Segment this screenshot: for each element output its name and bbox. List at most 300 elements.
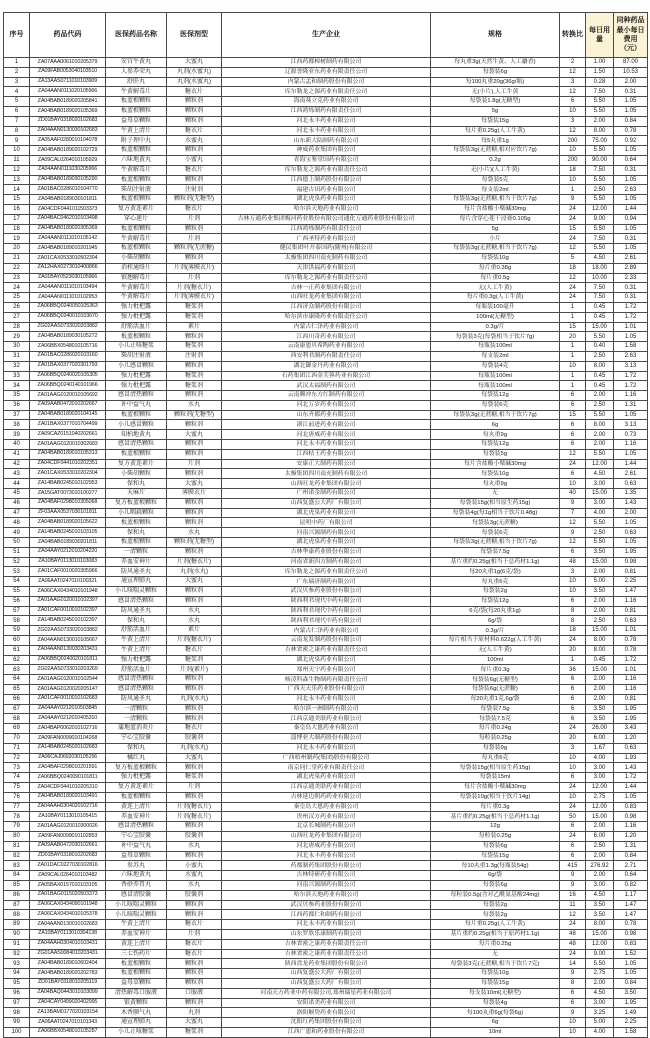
cell-min-daily-cost: 1.93	[614, 753, 648, 763]
cell-specification: 每支装10ml(无糖型)	[431, 988, 560, 998]
cell-drug-name: 牛黄上清片	[106, 920, 167, 930]
cell-specification: 无	[431, 949, 560, 959]
cell-dosage-form: 糖衣片	[167, 204, 222, 214]
cell-min-daily-cost: 1.43	[614, 763, 648, 773]
cell-dosage-form: 胶囊剂	[167, 890, 222, 900]
cell-daily-dose: 1.00	[586, 58, 614, 68]
cell-dosage-form: 糖衣片	[167, 920, 222, 930]
cell-min-daily-cost: 0.78	[614, 636, 648, 646]
column-header-daily-dose: 每日用量	[586, 13, 614, 58]
table-row	[4, 655, 648, 665]
cell-drug-code: ZG02AAS0733010203269	[30, 665, 106, 675]
cell-drug-name: 牛黄解毒片	[106, 293, 167, 303]
cell-conversion-ratio: 1	[560, 185, 586, 195]
cell-index: 75	[4, 782, 30, 792]
cell-drug-name: 板蓝根颗粒	[106, 106, 167, 116]
cell-manufacturer: 江西川奇药业有限公司	[222, 332, 431, 342]
cell-drug-name: 牛黄解毒片	[106, 283, 167, 293]
cell-daily-dose: 0.45	[586, 302, 614, 312]
cell-drug-name: 牛黄解毒片	[106, 234, 167, 244]
cell-index: 62	[4, 655, 30, 665]
cell-specification: 每袋装4g	[431, 998, 560, 1008]
cell-drug-code: ZA06BBX0548010105716	[30, 342, 106, 352]
cell-drug-code: ZA09AAB0472010202667	[30, 400, 106, 410]
cell-drug-code: ZD01BAY0318010202683	[30, 851, 106, 861]
cell-manufacturer: 陕西盘龙药业集团股份有限公司	[222, 959, 431, 969]
cell-drug-name: 小儿感冒颗粒	[106, 361, 167, 371]
table-row	[4, 920, 648, 930]
cell-specification: 每丸重6克	[431, 577, 560, 587]
cell-daily-dose: 4.50	[586, 890, 614, 900]
cell-manufacturer: 湖北虎泉药业有限公司	[222, 773, 431, 783]
cell-daily-dose: 9.00	[586, 949, 614, 959]
cell-daily-dose: 4.50	[586, 469, 614, 479]
cell-dosage-form: 小蜜丸	[167, 861, 222, 871]
cell-dosage-form: 注射剂	[167, 351, 222, 361]
cell-drug-name: 银翘解毒片	[106, 273, 167, 283]
column-header-min-daily-cost: 同种药品最小每日费用（元）	[614, 13, 648, 58]
cell-manufacturer: 湖北虎泉药业有限公司	[222, 655, 431, 665]
cell-manufacturer: 山东罗欣乐康制药有限公司	[222, 929, 431, 939]
cell-drug-code: ZA04BAB0189010105313	[30, 449, 106, 459]
cell-drug-code: ZA04BAB0189020105369	[30, 106, 106, 116]
cell-drug-code: ZA04AAN0130010102683	[30, 920, 106, 930]
cell-daily-dose: 2.00	[586, 871, 614, 881]
table-row	[4, 577, 648, 587]
cell-specification: 每支装2ml	[431, 185, 560, 195]
cell-dosage-form: 丸剂(水蜜丸)	[167, 67, 222, 77]
cell-dosage-form: 糖浆剂	[167, 773, 222, 783]
cell-drug-code: ZA04BAB0189020202783	[30, 969, 106, 979]
cell-daily-dose: 1.67	[586, 743, 614, 753]
cell-specification: 每片重0.3g(人工牛黄)	[431, 293, 560, 303]
cell-drug-name: 益母草颗粒	[106, 978, 167, 988]
cell-specification: 小片	[431, 234, 560, 244]
table-row	[4, 616, 648, 626]
cell-dosage-form: 颗粒剂(无糖型)	[167, 410, 222, 420]
cell-dosage-form: 水丸	[167, 528, 222, 538]
cell-index: 92	[4, 949, 30, 959]
cell-conversion-ratio: 5	[560, 253, 586, 263]
cell-daily-dose: 7.50	[586, 87, 614, 97]
cell-conversion-ratio: 24	[560, 234, 586, 244]
cell-index: 53	[4, 567, 30, 577]
cell-specification: 每袋装4g(每1g相当于饮片0.48g)	[431, 508, 560, 518]
cell-daily-dose: 15.00	[586, 557, 614, 567]
cell-manufacturer: 郑州天宁药业有限公司	[222, 665, 431, 675]
cell-drug-code: ZA04CDF0441010205310	[30, 782, 106, 792]
cell-drug-name: 一清颗粒	[106, 714, 167, 724]
cell-drug-code: ZA04BAB0189020104145	[30, 410, 106, 420]
cell-manufacturer: 河北永丰药业有限公司	[222, 126, 431, 136]
column-header-specification: 规格	[431, 13, 560, 58]
cell-drug-code: ZA06AAT0247010100321	[30, 577, 106, 587]
cell-daily-dose: 15.00	[586, 812, 614, 822]
cell-drug-code: ZA01BAY0523030105966	[30, 273, 106, 283]
cell-conversion-ratio: 24	[560, 920, 586, 930]
table-row	[4, 939, 648, 949]
cell-drug-code: ZA04CDF0441011503373	[30, 204, 106, 214]
cell-specification: 每袋装15ml	[431, 773, 560, 783]
cell-conversion-ratio: 1	[560, 302, 586, 312]
cell-specification: 每袋装15g(相当原生药15g)	[431, 498, 560, 508]
cell-drug-code: ZA14BAB0245010102397	[30, 616, 106, 626]
cell-specification: 10ml	[431, 1027, 560, 1037]
cell-drug-name: 黄连上清片	[106, 939, 167, 949]
table-row	[4, 77, 648, 87]
cell-min-daily-cost: 0.63	[614, 528, 648, 538]
cell-specification: 每袋装6g(无蔗糖)	[431, 685, 560, 695]
cell-drug-name: 穿心莲片	[106, 214, 167, 224]
cell-drug-code: ZA06BBX0548010105287	[30, 1027, 106, 1037]
cell-drug-code: ZA01CAX0533010202304	[30, 469, 106, 479]
cell-specification: 每袋装1.8g(无糖型)	[431, 97, 560, 107]
cell-min-daily-cost: 1.16	[614, 685, 648, 695]
cell-daily-dose: 2.00	[586, 596, 614, 606]
cell-min-daily-cost: 0.78	[614, 126, 648, 136]
cell-drug-name: 保和丸	[106, 479, 167, 489]
cell-dosage-form: 丸剂(水蜜丸)	[167, 77, 222, 87]
cell-conversion-ratio: 12	[560, 67, 586, 77]
cell-index: 35	[4, 391, 30, 401]
cell-drug-code: ZA01CAF0010020305966	[30, 567, 106, 577]
cell-drug-name: 板蓝根颗粒	[106, 959, 167, 969]
cell-drug-code: ZA01BAX0377020301793	[30, 361, 106, 371]
cell-index: 78	[4, 812, 30, 822]
cell-index: 80	[4, 831, 30, 841]
cell-daily-dose: 5.50	[586, 106, 614, 116]
cell-drug-name: 感冒清热颗粒	[106, 822, 167, 832]
cell-min-daily-cost: 0.31	[614, 165, 648, 175]
cell-drug-code: ZA06BBQ0240090101811	[30, 773, 106, 783]
cell-index: 64	[4, 675, 30, 685]
cell-drug-code: ZA04AAN0111030205966	[30, 165, 106, 175]
cell-specification: 每袋装4克	[431, 361, 560, 371]
table-row	[4, 234, 648, 244]
cell-daily-dose: 7.50	[586, 234, 614, 244]
table-row	[4, 449, 648, 459]
cell-manufacturer: 武汉太福制药有限公司	[222, 381, 431, 391]
cell-specification: 每丸重9g	[431, 479, 560, 489]
table-row	[4, 508, 648, 518]
cell-specification: 每袋装2g	[431, 587, 560, 597]
cell-dosage-form: 颗粒剂	[167, 116, 222, 126]
cell-index: 39	[4, 430, 30, 440]
cell-dosage-form: 颗粒剂	[167, 332, 222, 342]
cell-min-daily-cost: 1.05	[614, 195, 648, 205]
cell-index: 54	[4, 577, 30, 587]
cell-conversion-ratio: 10	[560, 175, 586, 185]
cell-drug-name: 银黄颗粒	[106, 998, 167, 1008]
cell-index: 93	[4, 959, 30, 969]
cell-dosage-form: 糖衣片	[167, 645, 222, 655]
cell-drug-code: ZF03AAX0537030101811	[30, 508, 106, 518]
cell-drug-code: ZA06BBQ0240140101966	[30, 381, 106, 391]
cell-manufacturer: 健民集团叶开泰国药(随州)有限公司	[222, 244, 431, 254]
table-row	[4, 724, 648, 734]
cell-manufacturer: 山东齐都药业有限公司	[222, 410, 431, 420]
cell-index: 37	[4, 410, 30, 420]
cell-index: 71	[4, 743, 30, 753]
cell-index: 2	[4, 67, 30, 77]
column-header-conversion-ratio: 转换比	[560, 13, 586, 58]
cell-conversion-ratio: 24	[560, 636, 586, 646]
table-row	[4, 253, 648, 263]
cell-drug-name: 保和丸	[106, 616, 167, 626]
table-row	[4, 165, 648, 175]
cell-min-daily-cost: 1.72	[614, 655, 648, 665]
cell-drug-name: 板蓝根颗粒	[106, 97, 167, 107]
cell-dosage-form: 颗粒剂	[167, 959, 222, 969]
cell-drug-name: 板蓝根颗粒	[106, 410, 167, 420]
cell-conversion-ratio: 12	[560, 126, 586, 136]
cell-min-daily-cost: 0.73	[614, 430, 648, 440]
table-row	[4, 547, 648, 557]
cell-dosage-form: 糖衣片	[167, 724, 222, 734]
cell-manufacturer: 山西复盛公大药厂有限公司	[222, 969, 431, 979]
cell-drug-code: ZA01BAX0377010704499	[30, 420, 106, 430]
cell-daily-dose: 5.50	[586, 959, 614, 969]
table-row	[4, 214, 648, 224]
cell-manufacturer: 云南龙发制药股份有限公司	[222, 636, 431, 646]
table-row	[4, 694, 648, 704]
cell-conversion-ratio: 6	[560, 675, 586, 685]
cell-dosage-form: 颗粒剂	[167, 469, 222, 479]
cell-index: 34	[4, 381, 30, 391]
cell-specification: 每袋装3g(无蔗糖,相当于饮片7g)	[431, 244, 560, 254]
cell-dosage-form: 片剂(薄膜衣片)	[167, 293, 222, 303]
cell-dosage-form: 颗粒剂	[167, 253, 222, 263]
cell-specification: 每20丸重1g(6克/袋)	[431, 567, 560, 577]
cell-drug-name: 复方黄连素片	[106, 782, 167, 792]
cell-conversion-ratio: 9	[560, 969, 586, 979]
cell-drug-name: 保和丸	[106, 743, 167, 753]
cell-min-daily-cost: 0.82	[614, 880, 648, 890]
cell-manufacturer: 江西药都仁和制药有限公司	[222, 910, 431, 920]
cell-index: 97	[4, 998, 30, 1008]
cell-drug-name: 通宣理肺丸	[106, 1018, 167, 1028]
cell-drug-code: ZA01BAC0286020103160	[30, 351, 106, 361]
cell-specification: 6克/袋(每20丸重1g)	[431, 606, 560, 616]
table-row	[4, 606, 648, 616]
cell-drug-code: ZA01BAC0286010104770	[30, 185, 106, 195]
cell-manufacturer: 哈尔滨天地药业有限公司	[222, 204, 431, 214]
table-row	[4, 58, 648, 68]
cell-index: 90	[4, 929, 30, 939]
cell-min-daily-cost: 1.16	[614, 675, 648, 685]
cell-specification: 基片重约0.25g(相当于总药材1.1g)	[431, 812, 560, 822]
cell-min-daily-cost: 1.20	[614, 733, 648, 743]
cell-index: 29	[4, 332, 30, 342]
cell-drug-name: 舒肝丸	[106, 77, 167, 87]
table-row	[4, 440, 648, 450]
cell-manufacturer: 山西旺龙药业集团有限公司	[222, 831, 431, 841]
cell-conversion-ratio: 24	[560, 782, 586, 792]
cell-manufacturer: 湖北御金丹药业有限公司	[222, 361, 431, 371]
cell-manufacturer: 武汉贝参药业股份有限公司	[222, 900, 431, 910]
cell-specification: 每袋装15g	[431, 978, 560, 988]
cell-dosage-form: 薄膜衣片	[167, 489, 222, 499]
cell-min-daily-cost: 0.84	[614, 978, 648, 988]
cell-min-daily-cost: 1.47	[614, 910, 648, 920]
cell-manufacturer: 云南腾冲东方红制药有限公司	[222, 391, 431, 401]
table-row	[4, 998, 648, 1008]
cell-dosage-form: 糖衣片	[167, 939, 222, 949]
cell-dosage-form: 丸剂	[167, 1008, 222, 1018]
cell-daily-dose: 8.00	[586, 636, 614, 646]
cell-index: 11	[4, 155, 30, 165]
cell-drug-name: 补中益气丸	[106, 400, 167, 410]
cell-daily-dose: 3.00	[586, 498, 614, 508]
cell-drug-code: ZA01AAG0120010105692	[30, 391, 106, 401]
cell-index: 7	[4, 116, 30, 126]
cell-manufacturer: 山东新大陆制药有限公司	[222, 136, 431, 146]
cell-index: 4	[4, 87, 30, 97]
cell-drug-name: 复方板蓝根颗粒	[106, 498, 167, 508]
table-row	[4, 636, 648, 646]
cell-specification: 每支装2ml	[431, 351, 560, 361]
cell-daily-dose: 15.00	[586, 665, 614, 675]
cell-index: 82	[4, 851, 30, 861]
cell-dosage-form: 糖衣片	[167, 165, 222, 175]
cell-drug-code: ZA12HAX0273010400866	[30, 263, 106, 273]
cell-manufacturer: 广州诺金制药有限公司	[222, 489, 431, 499]
cell-min-daily-cost: 1.16	[614, 391, 648, 401]
cell-daily-dose: 5.50	[586, 175, 614, 185]
cell-specification: 6g/袋	[431, 871, 560, 881]
table-row	[4, 978, 648, 988]
cell-dosage-form: 片剂	[167, 234, 222, 244]
table-row	[4, 704, 648, 714]
table-row	[4, 410, 648, 420]
cell-drug-code: ZA04AAN0111010102953	[30, 293, 106, 303]
cell-manufacturer: 安康正大制药有限公司	[222, 459, 431, 469]
cell-index: 98	[4, 1008, 30, 1018]
cell-specification: 每100丸重20g(36g/瓶)	[431, 77, 560, 87]
cell-conversion-ratio: 12	[560, 244, 586, 254]
cell-drug-name: 小儿咳喘灵颗粒	[106, 900, 167, 910]
cell-drug-name: 舒筋活血片	[106, 665, 167, 675]
cell-drug-code: ZA01CAX0533010502304	[30, 253, 106, 263]
cell-manufacturer: 淄博亚大制药股份有限公司	[222, 733, 431, 743]
cell-daily-dose: 9.00	[586, 214, 614, 224]
cell-min-daily-cost: 1.95	[614, 547, 648, 557]
table-row	[4, 831, 648, 841]
cell-index: 10	[4, 146, 30, 156]
cell-manufacturer: 吉林省密之康药业有限责任公司	[222, 645, 431, 655]
cell-min-daily-cost: 1.05	[614, 244, 648, 254]
cell-conversion-ratio: 6	[560, 714, 586, 724]
cell-min-daily-cost: 1.44	[614, 204, 648, 214]
cell-drug-name: 三七伤药片	[106, 949, 167, 959]
cell-daily-dose: 2.00	[586, 116, 614, 126]
cell-daily-dose: 5.50	[586, 244, 614, 254]
table-row	[4, 469, 648, 479]
cell-drug-name: 小儿止咳糖浆	[106, 1027, 167, 1037]
cell-dosage-form: 片剂	[167, 273, 222, 283]
table-row	[4, 293, 648, 303]
cell-daily-dose: 75.00	[586, 136, 614, 146]
cell-dosage-form: 颗粒剂	[167, 675, 222, 685]
cell-specification: 每袋装10g(相当于饮片14g)	[431, 792, 560, 802]
cell-drug-name: 附子理中丸	[106, 136, 167, 146]
cell-daily-dose: 12.00	[586, 459, 614, 469]
cell-index: 83	[4, 861, 30, 871]
cell-index: 33	[4, 371, 30, 381]
cell-manufacturer: 江西京通美联药业有限公司	[222, 782, 431, 792]
cell-index: 16	[4, 204, 30, 214]
cell-manufacturer: 广西天天乐药业股份有限公司	[222, 685, 431, 695]
cell-drug-code: ZA05BAX0157010103105	[30, 880, 106, 890]
cell-min-daily-cost: 0.31	[614, 293, 648, 303]
table-row	[4, 645, 648, 655]
table-row	[4, 685, 648, 695]
cell-dosage-form: 片剂(素片)	[167, 665, 222, 675]
table-row	[4, 116, 648, 126]
cell-specification: 每袋装3克(无蔗糖,相当于饮片7克)	[431, 959, 560, 969]
table-row	[4, 312, 648, 322]
cell-dosage-form: 水蜜丸	[167, 136, 222, 146]
cell-drug-name: 强力枇杷露	[106, 381, 167, 391]
cell-index: 36	[4, 400, 30, 410]
cell-min-daily-cost: 0.31	[614, 234, 648, 244]
cell-specification: 每袋装5克	[431, 175, 560, 185]
cell-min-daily-cost: 0.84	[614, 116, 648, 126]
cell-daily-dose: 0.40	[586, 342, 614, 352]
cell-drug-name: 消栓通络片	[106, 263, 167, 273]
cell-conversion-ratio: 6	[560, 430, 586, 440]
cell-dosage-form: 水丸	[167, 880, 222, 890]
cell-drug-name: 蒲地蓝消炎片	[106, 724, 167, 734]
cell-drug-name: 小儿咳喘灵颗粒	[106, 910, 167, 920]
cell-min-daily-cost: 1.16	[614, 440, 648, 450]
cell-daily-dose: 5.00	[586, 577, 614, 587]
cell-dosage-form: 丸剂(水丸)	[167, 567, 222, 577]
cell-drug-code: ZA06CAX0434090101948	[30, 900, 106, 910]
cell-index: 57	[4, 606, 30, 616]
cell-daily-dose: 8.00	[586, 920, 614, 930]
cell-drug-code: ZA04AAY0212010405310	[30, 714, 106, 724]
column-header-index: 序号	[4, 13, 30, 58]
cell-drug-name: 板蓝根颗粒	[106, 146, 167, 156]
cell-drug-code: ZA04AAN0111010105142	[30, 234, 106, 244]
cell-index: 6	[4, 106, 30, 116]
cell-conversion-ratio: 48	[560, 557, 586, 567]
cell-conversion-ratio: 2	[560, 58, 586, 68]
table-row	[4, 626, 648, 636]
cell-conversion-ratio: 10	[560, 577, 586, 587]
cell-conversion-ratio: 9	[560, 1008, 586, 1018]
cell-min-daily-cost: 3.13	[614, 420, 648, 430]
cell-manufacturer: 河北永丰药业有限公司	[222, 920, 431, 930]
table-row	[4, 106, 648, 116]
cell-specification: 每袋装3g(无蔗糖,相对应饮片7g)	[431, 146, 560, 156]
cell-conversion-ratio: 24	[560, 724, 586, 734]
cell-manufacturer: 河南省新四方制药有限公司	[222, 557, 431, 567]
table-row	[4, 459, 648, 469]
cell-index: 45	[4, 489, 30, 499]
cell-conversion-ratio: 200	[560, 155, 586, 165]
table-row	[4, 587, 648, 597]
cell-specification: 每袋装2g	[431, 900, 560, 910]
table-row	[4, 929, 648, 939]
cell-min-daily-cost: 1.47	[614, 900, 648, 910]
cell-daily-dose: 3.00	[586, 998, 614, 1008]
cell-specification: 每100丸重6g(每袋6g)	[431, 1008, 560, 1018]
cell-drug-code: ZA04AAN0130010105667	[30, 636, 106, 646]
cell-min-daily-cost: 0.83	[614, 939, 648, 949]
cell-index: 94	[4, 969, 30, 979]
